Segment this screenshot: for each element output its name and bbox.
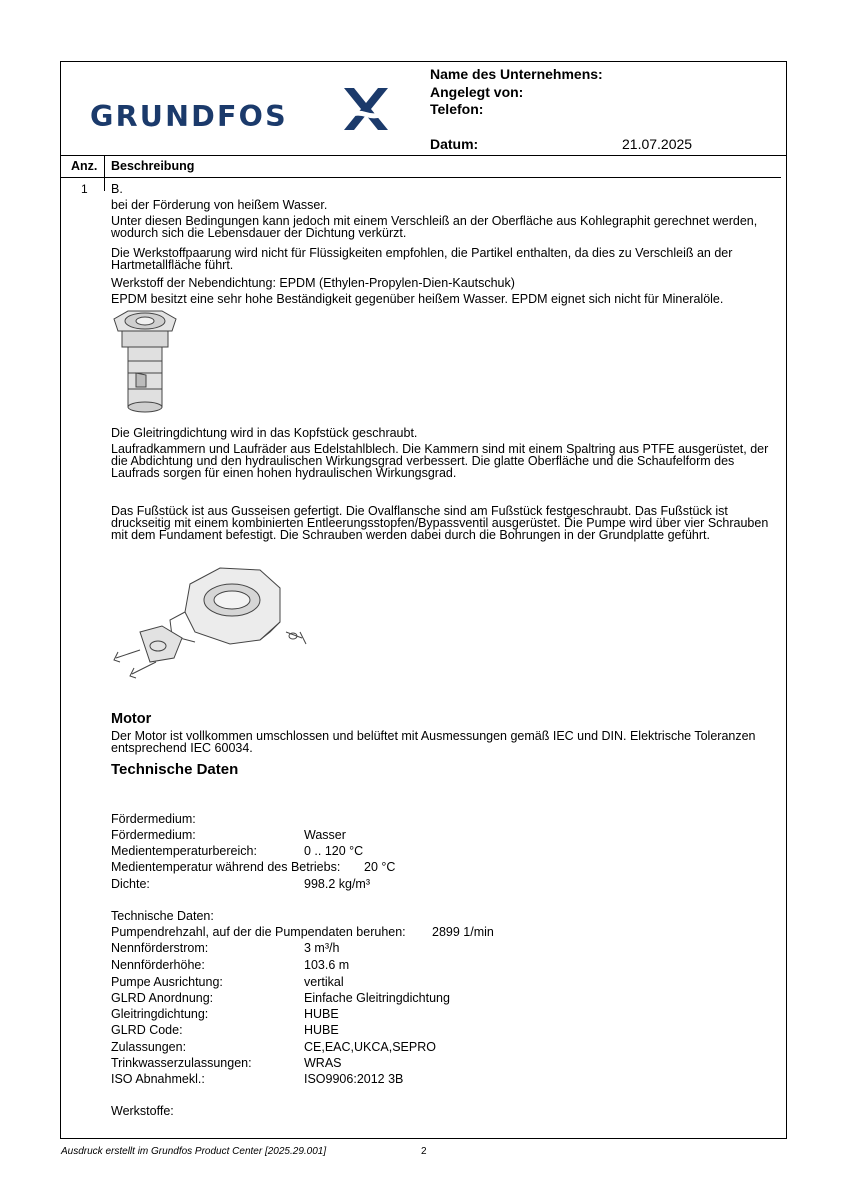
density-label: Dichte:	[111, 877, 150, 891]
paragraph: Die Werkstoffpaarung wird nicht für Flüssigkeiten empfohlen, die Partikel enthalten, da dies zu Verschleiß an der Hartmetallfläche führt.	[111, 246, 733, 272]
rated-flow-value: 3 m³/h	[304, 941, 340, 955]
materials-label: Werkstoffe:	[111, 1104, 174, 1118]
iso-class-label: ISO Abnahmekl.:	[111, 1072, 205, 1086]
header-rule	[61, 155, 787, 156]
temperature-range-value: 0 .. 120 °C	[304, 844, 364, 858]
medium-section-label: Fördermedium:	[111, 812, 196, 826]
medium-label: Fördermedium:	[111, 828, 196, 842]
operating-temperature-value: 20 °C	[364, 860, 396, 874]
column-header-description: Beschreibung	[111, 159, 195, 173]
rated-head-label: Nennförderhöhe:	[111, 958, 205, 972]
page-number: 2	[421, 1146, 427, 1157]
paragraph: Laufradkammern und Laufräder aus Edelstahlblech. Die Kammern sind mit einem Spaltring aus PTFE ausgerüstet, der die Abdichtung und den hydraulischen Wirkungsgrad verbessert. Die glatte Oberfläche und die Schaufelform des Laufrads sorgen für einen hohen hydraulischen Wirkungsgrad.	[111, 442, 769, 480]
drinking-water-approvals-label: Trinkwasserzulassungen:	[111, 1056, 252, 1070]
pump-speed-label: Pumpendrehzahl, auf der die Pumpendaten beruhen:	[111, 925, 406, 939]
company-name-label: Name des Unternehmens:	[430, 66, 603, 82]
seal-code-label: GLRD Code:	[111, 1023, 183, 1037]
created-by-label: Angelegt von:	[430, 84, 524, 100]
drinking-water-approvals-value: WRAS	[304, 1056, 342, 1070]
approvals-value: CE,EAC,UKCA,SEPRO	[304, 1040, 436, 1054]
medium-value: Wasser	[304, 828, 346, 842]
technical-data-heading: Technische Daten	[111, 761, 239, 778]
paragraph: B.	[111, 182, 123, 196]
shaft-seal-illustration	[110, 309, 180, 415]
pump-speed-value: 2899 1/min	[432, 925, 494, 939]
density-value: 998.2 kg/m³	[304, 877, 371, 891]
paragraph: bei der Förderung von heißem Wasser.	[111, 198, 328, 212]
date-label: Datum:	[430, 136, 479, 152]
quantity-value: 1	[81, 182, 88, 196]
technical-data-section-label: Technische Daten:	[111, 909, 214, 923]
seal-code-value: HUBE	[304, 1023, 339, 1037]
grundfos-x-logo-icon	[340, 86, 392, 132]
motor-description: Der Motor ist vollkommen umschlossen und belüftet mit Ausmessungen gemäß IEC und DIN. Elektrische Toleranzen entsprechend IEC 60034.	[111, 729, 756, 755]
paragraph: Die Gleitringdichtung wird in das Kopfstück geschraubt.	[111, 426, 418, 440]
column-header-rule	[61, 177, 781, 178]
approvals-label: Zulassungen:	[111, 1040, 187, 1054]
base-foot-piece-illustration	[110, 562, 315, 682]
paragraph: EPDM besitzt eine sehr hohe Beständigkeit gegenüber heißem Wasser. EPDM eignet sich nicht für Mineralöle.	[111, 292, 724, 306]
grundfos-logo	[90, 86, 410, 136]
shaft-seal-label: Gleitringdichtung:	[111, 1007, 209, 1021]
temperature-range-label: Medientemperaturbereich:	[111, 844, 257, 858]
motor-heading: Motor	[111, 711, 152, 727]
seal-arrangement-value: Einfache Gleitringdichtung	[304, 991, 450, 1005]
paragraph: Unter diesen Bedingungen kann jedoch mit einem Verschleiß an der Oberfläche aus Kohlegraphit gerechnet werden, wodurch sich die Lebensdauer der Dichtung verkürzt.	[111, 214, 758, 240]
pump-orientation-label: Pumpe Ausrichtung:	[111, 975, 223, 989]
phone-label: Telefon:	[430, 101, 484, 117]
rated-head-value: 103.6 m	[304, 958, 350, 972]
column-header-qty: Anz.	[71, 159, 98, 173]
column-divider	[104, 156, 105, 191]
shaft-seal-value: HUBE	[304, 1007, 339, 1021]
footer-printed-note: Ausdruck erstellt im Grundfos Product Center [2025.29.001]	[61, 1146, 327, 1157]
paragraph: Das Fußstück ist aus Gusseisen gefertigt. Die Ovalflansche sind am Fußstück festgeschraubt. Das Fußstück ist druckseitig mit einem kombinierten Entleerungsstopfen/Bypassventil ausgerüstet. Die Pumpe wird über vier Schrauben mit dem Fundament befestigt. Die Schrauben werden dabei durch die Bohrungen in der Grundplatte geführt.	[111, 504, 769, 542]
operating-temperature-label: Medientemperatur während des Betriebs:	[111, 860, 341, 874]
pump-orientation-value: vertikal	[304, 975, 344, 989]
rated-flow-label: Nennförderstrom:	[111, 941, 209, 955]
iso-class-value: ISO9906:2012 3B	[304, 1072, 404, 1086]
date-value: 21.07.2025	[622, 136, 693, 152]
logo-wordmark: GRUNDFOS	[90, 100, 288, 133]
paragraph: Werkstoff der Nebendichtung: EPDM (Ethylen-Propylen-Dien-Kautschuk)	[111, 276, 515, 290]
seal-arrangement-label: GLRD Anordnung:	[111, 991, 214, 1005]
